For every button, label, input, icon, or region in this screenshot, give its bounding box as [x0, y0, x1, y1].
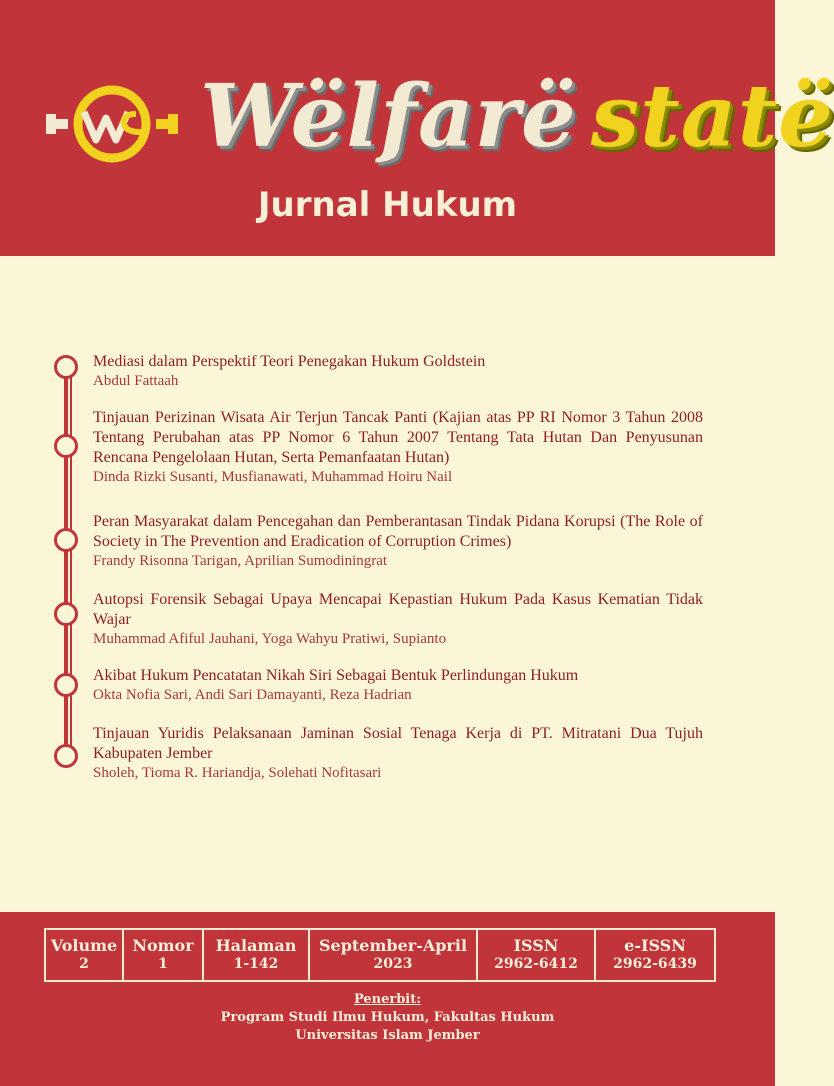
article-title: Akibat Hukum Pencatatan Nikah Siri Sebagai Bentuk Perlindungan Hukum [93, 667, 579, 684]
publisher-label: Penerbit: [353, 992, 422, 1007]
info-value: 1 [158, 956, 168, 972]
info-cell-period [310, 930, 478, 980]
header-banner [0, 0, 834, 256]
info-label: ISSN [513, 936, 559, 955]
timeline-node [54, 673, 78, 697]
article-item [93, 512, 703, 571]
article-item [93, 352, 703, 391]
article-authors: Okta Nofia Sari, Andi Sari Damayanti, Reza Hadrian [93, 687, 412, 703]
timeline-node [54, 602, 78, 626]
article-authors: Sholeh, Tioma R. Hariandja, Solehati Nofitasari [93, 765, 382, 781]
info-value: 2023 [373, 956, 413, 972]
article-authors: Abdul Fattaah [93, 373, 179, 389]
info-label: e-ISSN [624, 936, 686, 955]
info-label: Volume [50, 936, 118, 955]
publisher-block [0, 991, 775, 1045]
article-authors: Muhammad Afiful Jauhani, Yoga Wahyu Pratiwi, Supianto [93, 631, 447, 647]
timeline-node [54, 355, 78, 379]
article-item [93, 724, 703, 783]
info-label: Halaman [215, 936, 297, 955]
journal-title [200, 62, 834, 172]
info-label: September-April [318, 936, 468, 955]
article-item [93, 590, 703, 649]
welfare-state-logo-icon [44, 84, 184, 164]
article-item [93, 666, 703, 705]
timeline-node [54, 434, 78, 458]
publisher-line-1: Program Studi Ilmu Hukum, Fakultas Hukum [220, 1010, 555, 1025]
info-label: Nomor [132, 936, 194, 955]
title-welfare: Wëlfarë [200, 66, 577, 167]
journal-subtitle: Jurnal Hukum [257, 185, 518, 225]
article-title: Autopsi Forensik Sebagai Upaya Mencapai Kepastian Hukum Pada Kasus Kematian Tidak Wajar [93, 591, 703, 628]
article-authors: Frandy Risonna Tarigan, Aprilian Sumodiningrat [93, 553, 388, 569]
info-cell-eissn [596, 930, 714, 980]
article-item [93, 408, 703, 487]
article-title: Tinjauan Perizinan Wisata Air Terjun Tancak Panti (Kajian atas PP RI Nomor 3 Tahun 2008 Tentang Perubahan atas PP Nomor 6 Tahun 2007 Tentang Tata Hutan Dan Penyusunan Rencana Pengelolaan Hutan, Serta Pemanfaatan Hutan) [93, 409, 703, 466]
info-value: 2962-6439 [613, 956, 697, 972]
timeline-node [54, 528, 78, 552]
info-value: 1-142 [233, 956, 279, 972]
article-authors: Dinda Rizki Susanti, Musfianawati, Muhammad Hoiru Nail [93, 469, 453, 485]
info-cell-halaman [204, 930, 310, 980]
title-state: statë [590, 66, 834, 167]
info-value: 2 [79, 956, 89, 972]
article-title: Peran Masyarakat dalam Pencegahan dan Pemberantasan Tindak Pidana Korupsi (The Role of Society in The Prevention and Eradication of Corruption Crimes) [93, 513, 703, 550]
footer-banner [0, 912, 775, 1086]
info-cell-issn [478, 930, 596, 980]
info-value: 2962-6412 [494, 956, 578, 972]
article-title: Tinjauan Yuridis Pelaksanaan Jaminan Sosial Tenaga Kerja di PT. Mitratani Dua Tujuh Kabupaten Jember [93, 725, 703, 762]
article-title: Mediasi dalam Perspektif Teori Penegakan Hukum Goldstein [93, 353, 486, 370]
publisher-line-2: Universitas Islam Jember [295, 1028, 480, 1043]
info-cell-volume [46, 930, 124, 980]
publication-info-table [44, 928, 716, 982]
timeline-node [54, 744, 78, 768]
info-cell-nomor [124, 930, 204, 980]
